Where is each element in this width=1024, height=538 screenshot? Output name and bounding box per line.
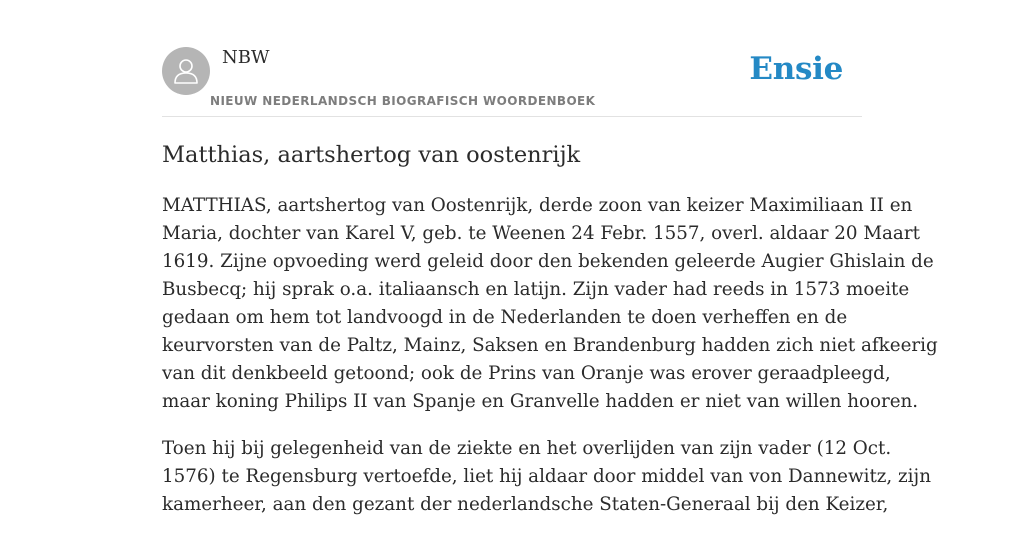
source-name[interactable]: NBW xyxy=(222,47,270,68)
source-subtitle: NIEUW NEDERLANDSCH BIOGRAFISCH WOORDENBOEK xyxy=(210,94,596,108)
text-line: van dit denkbeeld getoond; ook de Prins van Oranje was erover geraadpleegd, xyxy=(162,363,891,384)
user-icon xyxy=(173,57,199,85)
text-line: kamerheer, aan den gezant der nederlandsche Staten-Generaal bij den Keizer, xyxy=(162,494,889,515)
article-body xyxy=(162,192,938,538)
text-line: Toen hij bij gelegenheid van de ziekte en het overlijden van zijn vader (12 Oct. xyxy=(162,438,892,459)
article-page xyxy=(162,0,938,515)
text-line: Maria, dochter van Karel V, geb. te Weenen 24 Febr. 1557, overl. aldaar 20 Maart xyxy=(162,223,920,244)
avatar[interactable] xyxy=(162,47,210,95)
text-line: MATTHIAS, aartshertog van Oostenrijk, derde zoon van keizer Maximiliaan II en xyxy=(162,195,913,216)
page-title: Matthias, aartshertog van oostenrijk xyxy=(162,142,581,168)
text-line: keurvorsten van de Paltz, Mainz, Saksen en Brandenburg hadden zich niet afkeerig xyxy=(162,335,938,356)
text-line: Busbecq; hij sprak o.a. italiaansch en latijn. Zijn vader had reeds in 1573 moeite xyxy=(162,279,910,300)
text-line: 1619. Zijne opvoeding werd geleid door den bekenden geleerde Augier Ghislain de xyxy=(162,251,934,272)
article-paragraph xyxy=(162,192,938,416)
text-line: maar koning Philips II van Spanje en Granvelle hadden er niet van willen hooren. xyxy=(162,391,919,412)
source-header xyxy=(162,0,862,117)
text-line: gedaan om hem tot landvoogd in de Nederlanden te doen verheffen en de xyxy=(162,307,848,328)
text-line: 1576) te Regensburg vertoefde, liet hij aldaar door middel van von Dannewitz, zijn xyxy=(162,466,931,487)
ensie-logo[interactable]: Ensie xyxy=(749,51,843,87)
article-paragraph xyxy=(162,435,931,519)
